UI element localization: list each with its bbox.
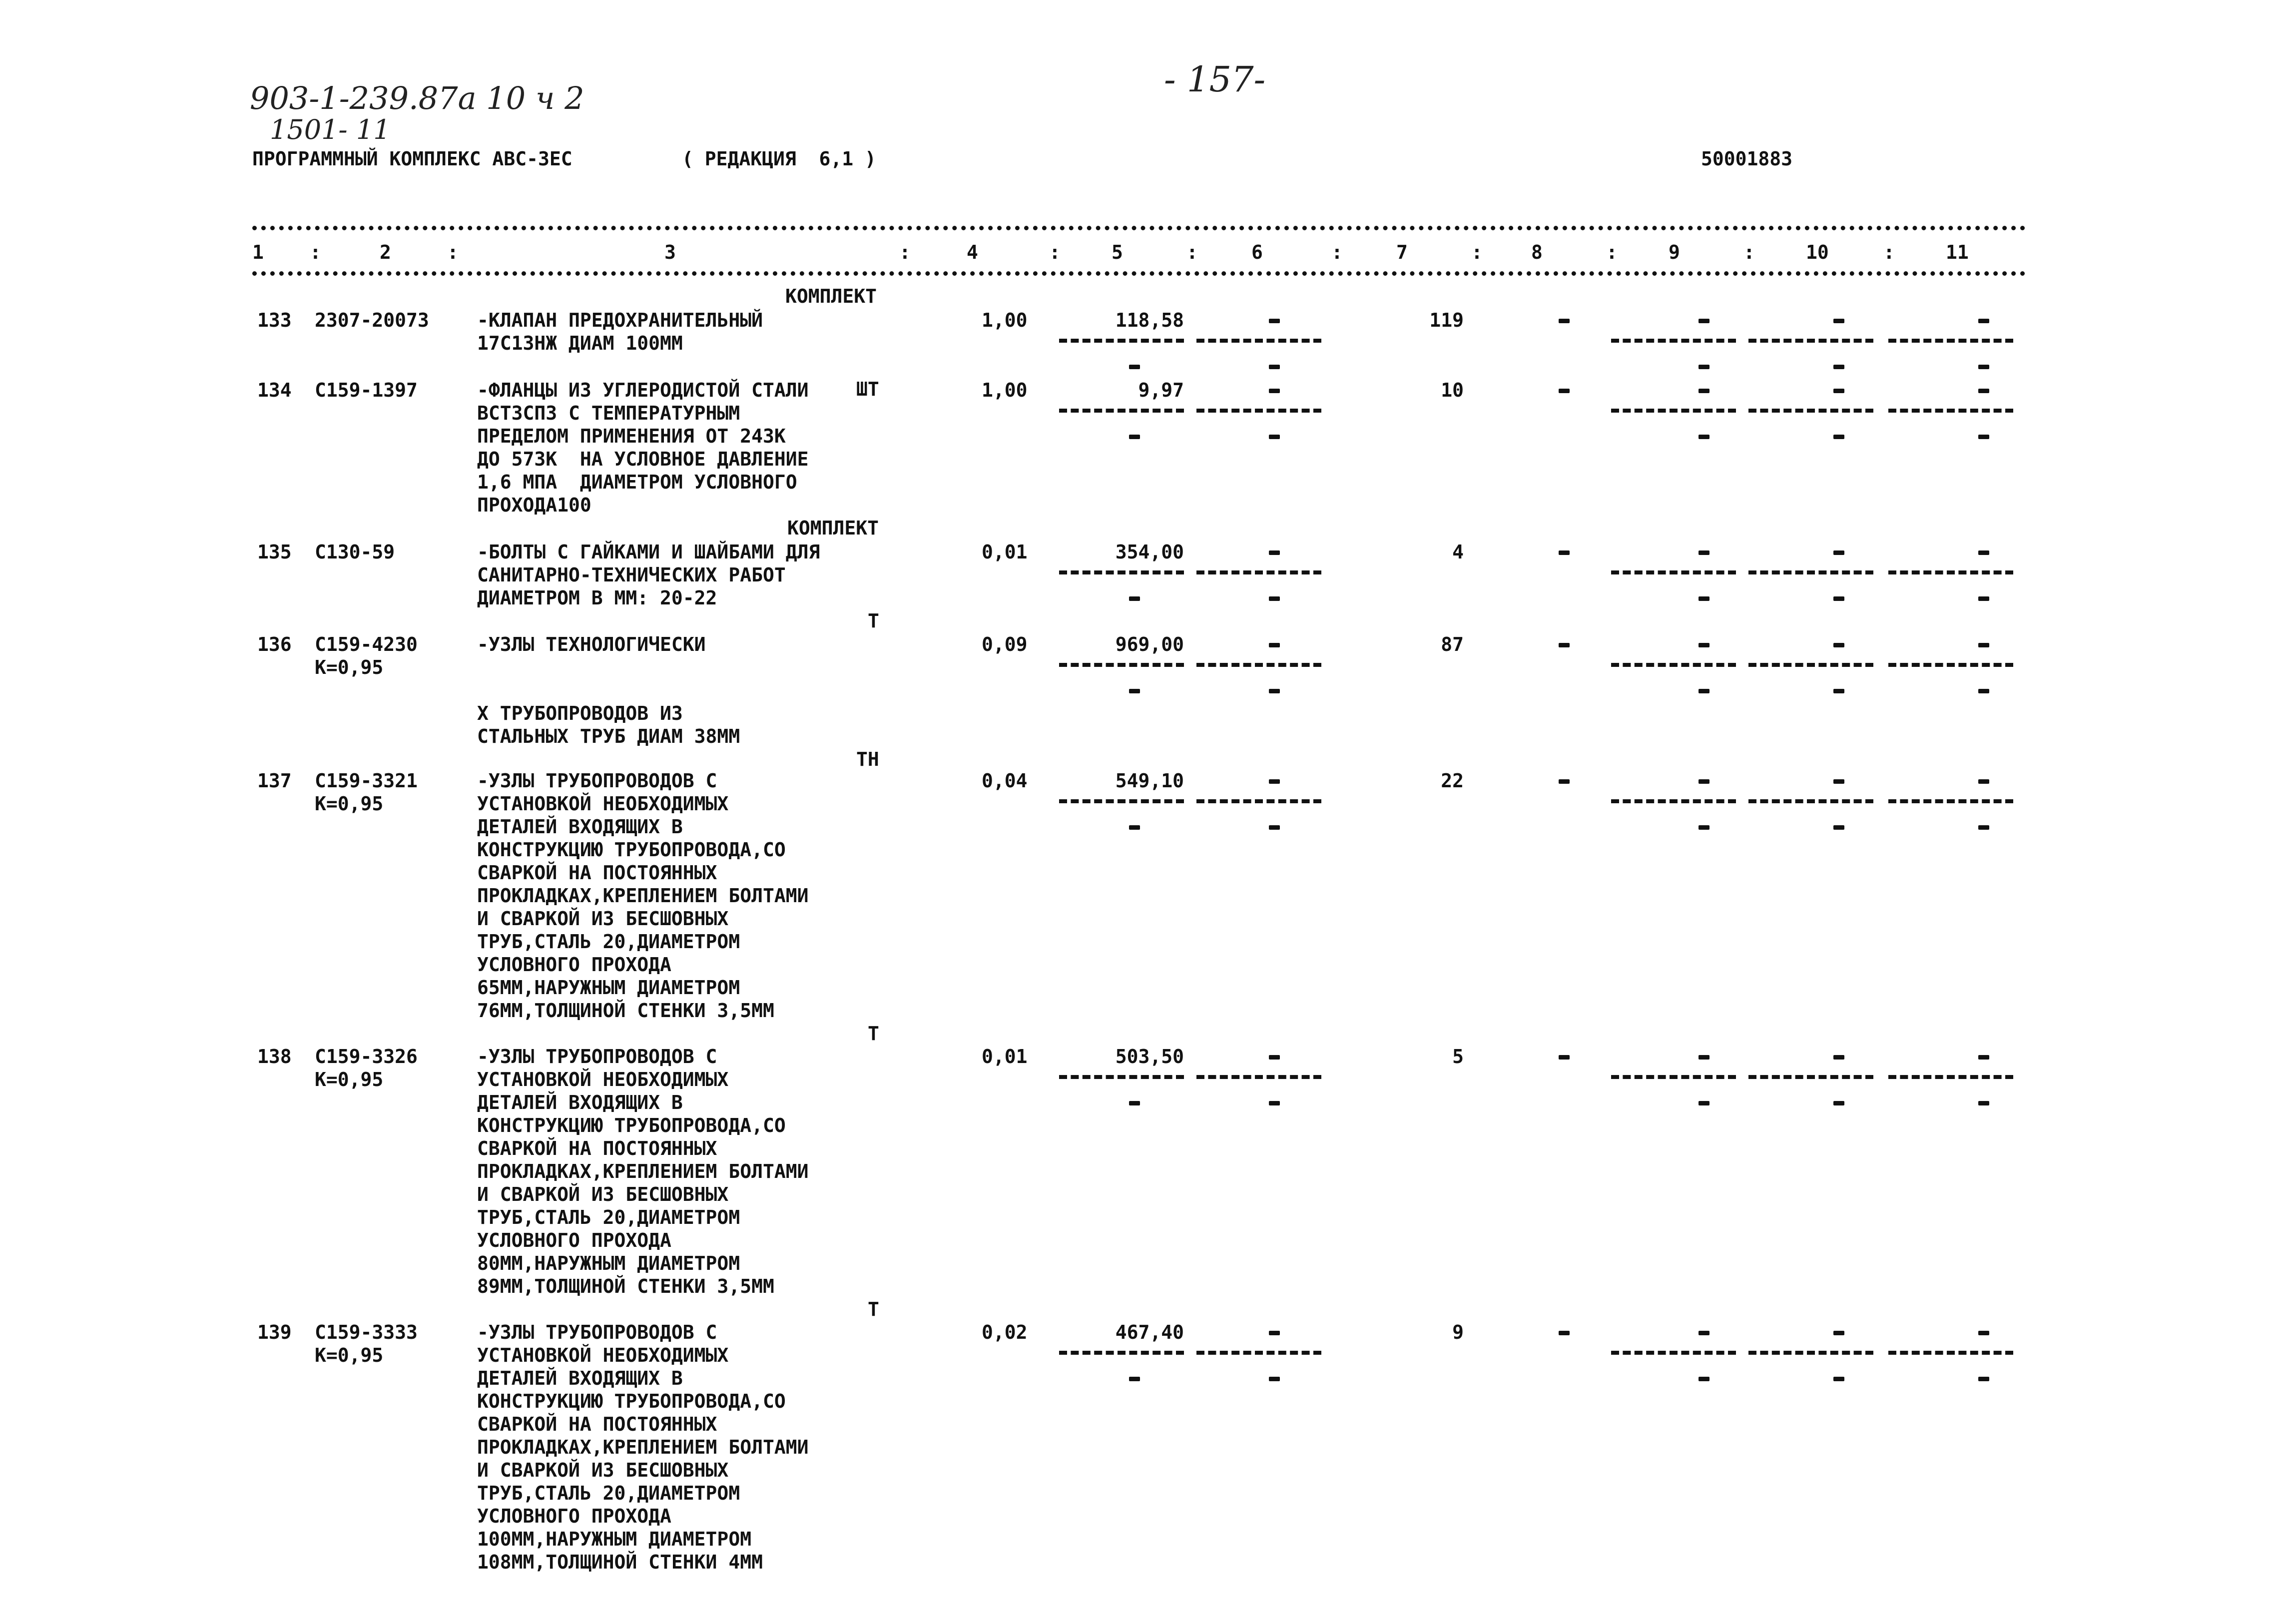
subtotal-dash — [1888, 799, 2013, 803]
empty-value-mark — [1978, 1055, 1989, 1060]
description-line: ТРУБ,СТАЛЬ 20,ДИАМЕТРОМ — [477, 1206, 740, 1228]
empty-value-mark — [1269, 643, 1280, 647]
unit-label-initial: КОМПЛЕКТ — [785, 285, 877, 307]
description-line: -УЗЛЫ ТРУБОПРОВОДОВ С — [477, 770, 717, 792]
empty-value-mark — [1699, 389, 1709, 393]
description-line: 76ММ,ТОЛЩИНОЙ СТЕНКИ 3,5ММ — [477, 1000, 774, 1022]
description-line: УСТАНОВКОЙ НЕОБХОДИМЫХ — [477, 1069, 729, 1090]
description-line: СВАРКОЙ НА ПОСТОЯННЫХ — [477, 862, 717, 884]
total-cost-value: 4 — [1452, 541, 1464, 563]
total-cost-value: 10 — [1441, 379, 1464, 401]
description-line: СВАРКОЙ НА ПОСТОЯННЫХ — [477, 1137, 717, 1159]
price-code: С159-3321 — [315, 770, 418, 792]
subtotal-dash — [1059, 663, 1184, 667]
empty-value-mark — [1978, 689, 1989, 693]
coefficient: К=0,95 — [315, 1069, 384, 1090]
subtotal-dash — [1196, 570, 1321, 574]
empty-value-mark — [1559, 1055, 1570, 1060]
empty-value-mark — [1559, 319, 1570, 323]
empty-value-mark — [1129, 435, 1140, 439]
subtotal-dash — [1611, 799, 1736, 803]
description-line: 80ММ,НАРУЖНЫМ ДИАМЕТРОМ — [477, 1252, 740, 1274]
subtotal-dash — [1748, 409, 1873, 413]
empty-value-mark — [1559, 389, 1570, 393]
empty-value-mark — [1559, 643, 1570, 647]
subtotal-dash — [1611, 1351, 1736, 1355]
quantity-value: 1,00 — [982, 309, 1028, 331]
empty-value-mark — [1833, 550, 1844, 555]
column-divider: : — [1331, 241, 1343, 263]
subtotal-dash — [1611, 1075, 1736, 1079]
subtotal-dash — [1611, 570, 1736, 574]
empty-value-mark — [1269, 1055, 1280, 1060]
empty-value-mark — [1269, 435, 1280, 439]
description-line: ПРОКЛАДКАХ,КРЕПЛЕНИЕМ БОЛТАМИ — [477, 1436, 809, 1458]
empty-value-mark — [1833, 1331, 1844, 1335]
subtotal-dash — [1059, 339, 1184, 343]
subtotal-dash — [1196, 1075, 1321, 1079]
table-separator-top — [252, 226, 2026, 230]
column-header-2: 2 — [380, 241, 391, 263]
unit-price-value: 467,40 — [1115, 1321, 1184, 1343]
description-line: ДЕТАЛЕЙ ВХОДЯЩИХ В — [477, 816, 683, 838]
empty-value-mark — [1978, 1101, 1989, 1105]
unit-label: ШТ — [856, 378, 879, 400]
subtotal-dash — [1059, 1351, 1184, 1355]
description-line: -УЗЛЫ ТРУБОПРОВОДОВ С — [477, 1046, 717, 1068]
empty-value-mark — [1833, 319, 1844, 323]
empty-value-mark — [1269, 319, 1280, 323]
empty-value-mark — [1269, 779, 1280, 784]
empty-value-mark — [1833, 435, 1844, 439]
column-header-8: 8 — [1531, 241, 1543, 263]
empty-value-mark — [1269, 389, 1280, 393]
description-line: ПРОКЛАДКАХ,КРЕПЛЕНИЕМ БОЛТАМИ — [477, 885, 809, 907]
column-divider: : — [1883, 241, 1895, 263]
price-code: С159-3333 — [315, 1321, 418, 1343]
empty-value-mark — [1129, 365, 1140, 369]
table-separator-middle — [252, 271, 2026, 276]
empty-value-mark — [1978, 1331, 1989, 1335]
empty-value-mark — [1978, 550, 1989, 555]
empty-value-mark — [1269, 689, 1280, 693]
subtotal-dash — [1888, 409, 2013, 413]
empty-value-mark — [1699, 596, 1709, 601]
empty-value-mark — [1699, 1055, 1709, 1060]
coefficient: К=0,95 — [315, 793, 384, 815]
unit-price-value: 549,10 — [1115, 770, 1184, 792]
description-line: УСТАНОВКОЙ НЕОБХОДИМЫХ — [477, 793, 729, 815]
empty-value-mark — [1269, 1331, 1280, 1335]
total-cost-value: 22 — [1441, 770, 1464, 792]
empty-value-mark — [1699, 1331, 1709, 1335]
empty-value-mark — [1269, 550, 1280, 555]
empty-value-mark — [1559, 1331, 1570, 1335]
empty-value-mark — [1978, 825, 1989, 830]
price-code: С159-1397 — [315, 379, 418, 401]
description-line: УСЛОВНОГО ПРОХОДА — [477, 1505, 671, 1527]
subtotal-dash — [1888, 1075, 2013, 1079]
empty-value-mark — [1129, 825, 1140, 830]
column-header-4: 4 — [967, 241, 978, 263]
column-divider: : — [310, 241, 321, 263]
row-number: 134 — [257, 379, 292, 401]
empty-value-mark — [1699, 825, 1709, 830]
column-divider: : — [899, 241, 911, 263]
description-line: ПРОХОДА100 — [477, 494, 591, 516]
row-number: 133 — [257, 309, 292, 331]
subtotal-dash — [1748, 339, 1873, 343]
empty-value-mark — [1699, 643, 1709, 647]
row-number: 135 — [257, 541, 292, 563]
empty-value-mark — [1833, 1101, 1844, 1105]
description-line: ПРЕДЕЛОМ ПРИМЕНЕНИЯ ОТ 243К — [477, 425, 786, 447]
subtotal-dash — [1888, 663, 2013, 667]
subtotal-dash — [1748, 799, 1873, 803]
coefficient: К=0,95 — [315, 1344, 384, 1366]
total-cost-value: 87 — [1441, 633, 1464, 655]
empty-value-mark — [1699, 689, 1709, 693]
empty-value-mark — [1269, 1101, 1280, 1105]
price-code: С159-3326 — [315, 1046, 418, 1068]
column-divider: : — [1606, 241, 1618, 263]
handwritten-reference-line2: 1501- 11 — [270, 114, 391, 145]
column-divider: : — [1471, 241, 1483, 263]
empty-value-mark — [1833, 825, 1844, 830]
description-line: КОНСТРУКЦИЮ ТРУБОПРОВОДА,СО — [477, 839, 786, 861]
price-code: С130-59 — [315, 541, 395, 563]
empty-value-mark — [1978, 643, 1989, 647]
subtotal-dash — [1748, 1075, 1873, 1079]
description-line: КОНСТРУКЦИЮ ТРУБОПРОВОДА,СО — [477, 1114, 786, 1136]
coefficient: К=0,95 — [315, 656, 384, 678]
price-code: 2307-20073 — [315, 309, 429, 331]
empty-value-mark — [1129, 1101, 1140, 1105]
empty-value-mark — [1833, 365, 1844, 369]
column-header-10: 10 — [1806, 241, 1829, 263]
empty-value-mark — [1978, 389, 1989, 393]
empty-value-mark — [1833, 689, 1844, 693]
empty-value-mark — [1699, 1101, 1709, 1105]
empty-value-mark — [1269, 1377, 1280, 1381]
total-cost-value: 5 — [1452, 1046, 1464, 1068]
edition-label: ( РЕДАКЦИЯ 6,1 ) — [682, 148, 876, 170]
subtotal-dash — [1059, 570, 1184, 574]
description-line: 17С13НЖ ДИАМ 100ММ — [477, 332, 683, 354]
subtotal-dash — [1196, 339, 1321, 343]
empty-value-mark — [1978, 435, 1989, 439]
column-divider: : — [447, 241, 459, 263]
column-divider: : — [1049, 241, 1061, 263]
column-header-3: 3 — [664, 241, 676, 263]
description-line: ТРУБ,СТАЛЬ 20,ДИАМЕТРОМ — [477, 931, 740, 953]
unit-label: Т — [868, 610, 879, 632]
description-line: ДЕТАЛЕЙ ВХОДЯЩИХ В — [477, 1367, 683, 1389]
unit-label: Т — [868, 1298, 879, 1320]
subtotal-dash — [1888, 1351, 2013, 1355]
price-code: С159-4230 — [315, 633, 418, 655]
subtotal-dash — [1611, 663, 1736, 667]
empty-value-mark — [1129, 1377, 1140, 1381]
description-line: И СВАРКОЙ ИЗ БЕСШОВНЫХ — [477, 908, 729, 930]
empty-value-mark — [1699, 365, 1709, 369]
empty-value-mark — [1269, 825, 1280, 830]
description-line: 65ММ,НАРУЖНЫМ ДИАМЕТРОМ — [477, 977, 740, 999]
description-line: Х ТРУБОПРОВОДОВ ИЗ — [477, 702, 683, 724]
description-line: И СВАРКОЙ ИЗ БЕСШОВНЫХ — [477, 1183, 729, 1205]
description-line: 1,6 МПА ДИАМЕТРОМ УСЛОВНОГО — [477, 471, 797, 493]
quantity-value: 0,02 — [982, 1321, 1028, 1343]
description-line: 89ММ,ТОЛЩИНОЙ СТЕНКИ 3,5ММ — [477, 1275, 774, 1297]
unit-price-value: 969,00 — [1115, 633, 1184, 655]
subtotal-dash — [1748, 570, 1873, 574]
column-header-11: 11 — [1946, 241, 1969, 263]
unit-price-value: 9,97 — [1138, 379, 1184, 401]
description-line: ПРОКЛАДКАХ,КРЕПЛЕНИЕМ БОЛТАМИ — [477, 1160, 809, 1182]
unit-price-value: 503,50 — [1115, 1046, 1184, 1068]
description-line: 100ММ,НАРУЖНЫМ ДИАМЕТРОМ — [477, 1528, 752, 1550]
description-line: КОНСТРУКЦИЮ ТРУБОПРОВОДА,СО — [477, 1390, 786, 1412]
empty-value-mark — [1833, 1377, 1844, 1381]
empty-value-mark — [1978, 779, 1989, 784]
unit-label: Т — [868, 1023, 879, 1045]
empty-value-mark — [1699, 1377, 1709, 1381]
empty-value-mark — [1833, 389, 1844, 393]
description-line: СВАРКОЙ НА ПОСТОЯННЫХ — [477, 1413, 717, 1435]
column-header-1: 1 — [252, 241, 264, 263]
quantity-value: 0,04 — [982, 770, 1028, 792]
description-line: ВСТЗСПЗ С ТЕМПЕРАТУРНЫМ — [477, 402, 740, 424]
description-line: -УЗЛЫ ТРУБОПРОВОДОВ С — [477, 1321, 717, 1343]
empty-value-mark — [1978, 596, 1989, 601]
description-line: -УЗЛЫ ТЕХНОЛОГИЧЕСКИ — [477, 633, 706, 655]
unit-price-value: 354,00 — [1115, 541, 1184, 563]
row-number: 138 — [257, 1046, 292, 1068]
subtotal-dash — [1888, 339, 2013, 343]
description-line: И СВАРКОЙ ИЗ БЕСШОВНЫХ — [477, 1459, 729, 1481]
empty-value-mark — [1978, 319, 1989, 323]
subtotal-dash — [1059, 409, 1184, 413]
column-header-5: 5 — [1112, 241, 1123, 263]
empty-value-mark — [1559, 550, 1570, 555]
description-line: ДИАМЕТРОМ В ММ: 20-22 — [477, 587, 717, 609]
subtotal-dash — [1059, 1075, 1184, 1079]
description-line: УСЛОВНОГО ПРОХОДА — [477, 1229, 671, 1251]
unit-price-value: 118,58 — [1115, 309, 1184, 331]
empty-value-mark — [1269, 596, 1280, 601]
description-line: САНИТАРНО-ТЕХНИЧЕСКИХ РАБОТ — [477, 564, 786, 586]
empty-value-mark — [1699, 550, 1709, 555]
quantity-value: 0,01 — [982, 1046, 1028, 1068]
unit-label: КОМПЛЕКТ — [787, 517, 879, 539]
quantity-value: 1,00 — [982, 379, 1028, 401]
description-line: СТАЛЬНЫХ ТРУБ ДИАМ 38ММ — [477, 725, 740, 747]
program-title: ПРОГРАММНЫЙ КОМПЛЕКС АВС-ЗЕС — [252, 148, 572, 170]
empty-value-mark — [1833, 596, 1844, 601]
subtotal-dash — [1196, 663, 1321, 667]
empty-value-mark — [1978, 365, 1989, 369]
empty-value-mark — [1833, 643, 1844, 647]
subtotal-dash — [1196, 1351, 1321, 1355]
page-number: - 157- — [1164, 59, 1266, 100]
empty-value-mark — [1699, 435, 1709, 439]
column-header-7: 7 — [1396, 241, 1408, 263]
description-line: ТРУБ,СТАЛЬ 20,ДИАМЕТРОМ — [477, 1482, 740, 1504]
description-line: -БОЛТЫ С ГАЙКАМИ И ШАЙБАМИ ДЛЯ — [477, 541, 820, 563]
subtotal-dash — [1059, 799, 1184, 803]
empty-value-mark — [1833, 779, 1844, 784]
handwritten-reference-line1: 903-1-239.87а 10 ч 2 — [250, 80, 584, 116]
column-header-6: 6 — [1251, 241, 1263, 263]
empty-value-mark — [1129, 596, 1140, 601]
empty-value-mark — [1559, 779, 1570, 784]
column-header-9: 9 — [1669, 241, 1680, 263]
subtotal-dash — [1748, 1351, 1873, 1355]
description-line: УСТАНОВКОЙ НЕОБХОДИМЫХ — [477, 1344, 729, 1366]
subtotal-dash — [1611, 339, 1736, 343]
empty-value-mark — [1699, 779, 1709, 784]
empty-value-mark — [1699, 319, 1709, 323]
description-line: -ФЛАНЦЫ ИЗ УГЛЕРОДИСТОЙ СТАЛИ — [477, 379, 809, 401]
description-line: УСЛОВНОГО ПРОХОДА — [477, 954, 671, 976]
quantity-value: 0,09 — [982, 633, 1028, 655]
row-number: 137 — [257, 770, 292, 792]
total-cost-value: 119 — [1429, 309, 1464, 331]
row-number: 139 — [257, 1321, 292, 1343]
column-divider: : — [1186, 241, 1198, 263]
empty-value-mark — [1978, 1377, 1989, 1381]
subtotal-dash — [1748, 663, 1873, 667]
description-line: ДЕТАЛЕЙ ВХОДЯЩИХ В — [477, 1091, 683, 1113]
description-line: -КЛАПАН ПРЕДОХРАНИТЕЛЬНЫЙ — [477, 309, 763, 331]
row-number: 136 — [257, 633, 292, 655]
subtotal-dash — [1196, 409, 1321, 413]
description-line: 108ММ,ТОЛЩИНОЙ СТЕНКИ 4ММ — [477, 1551, 763, 1573]
total-cost-value: 9 — [1452, 1321, 1464, 1343]
subtotal-dash — [1611, 409, 1736, 413]
subtotal-dash — [1196, 799, 1321, 803]
empty-value-mark — [1833, 1055, 1844, 1060]
document-code: 50001883 — [1701, 148, 1793, 170]
quantity-value: 0,01 — [982, 541, 1028, 563]
subtotal-dash — [1888, 570, 2013, 574]
empty-value-mark — [1269, 365, 1280, 369]
column-divider: : — [1743, 241, 1755, 263]
empty-value-mark — [1129, 689, 1140, 693]
description-line: ДО 573К НА УСЛОВНОЕ ДАВЛЕНИЕ — [477, 448, 809, 470]
unit-label: ТН — [856, 748, 879, 770]
